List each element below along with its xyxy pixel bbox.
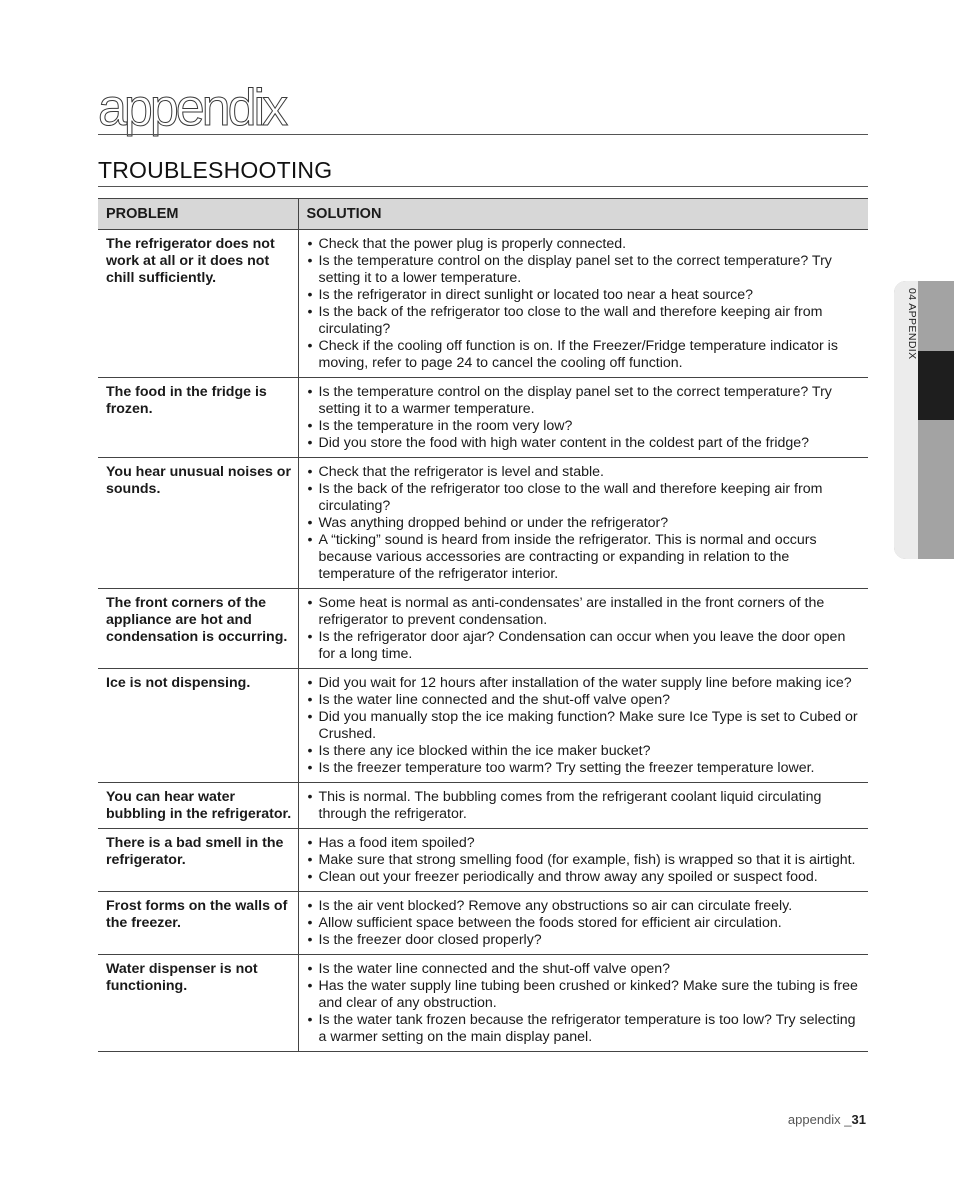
- chapter-side-label: 04 APPENDIX: [906, 288, 918, 360]
- problem-cell: The food in the fridge is frozen.: [98, 378, 298, 458]
- solution-column-header: SOLUTION: [298, 199, 868, 230]
- solution-item: • Is the temperature control on the display panel set to the correct temperature? Try setting it to a lower temperature.: [308, 253, 865, 287]
- problem-cell: The refrigerator does not work at all or it does not chill sufficiently.: [98, 230, 298, 378]
- solution-cell: [298, 783, 868, 829]
- page-footer: [788, 1112, 866, 1127]
- solution-item: • Make sure that strong smelling food (for example, fish) is wrapped so that it is airtight.: [308, 852, 865, 869]
- table-row: [98, 783, 868, 829]
- solution-list: [308, 789, 865, 823]
- solution-item: • Allow sufficient space between the foods stored for efficient air circulation.: [308, 915, 865, 932]
- solution-item: • Is the refrigerator door ajar? Condensation can occur when you leave the door open for a long time.: [308, 629, 865, 663]
- solution-list: [308, 835, 865, 886]
- solution-item: • Check that the refrigerator is level and stable.: [308, 464, 865, 481]
- solution-cell: [298, 589, 868, 669]
- solution-item: • Was anything dropped behind or under the refrigerator?: [308, 515, 865, 532]
- problem-cell: The front corners of the appliance are hot and condensation is occurring.: [98, 589, 298, 669]
- solution-item: • Has the water supply line tubing been crushed or kinked? Make sure the tubing is free and clear of any obstruction.: [308, 978, 865, 1012]
- solution-item: • Did you manually stop the ice making function? Make sure Ice Type is set to Cubed or Crushed.: [308, 709, 865, 743]
- table-row: [98, 669, 868, 783]
- solution-item: • Is the back of the refrigerator too close to the wall and therefore keeping air from circulating?: [308, 481, 865, 515]
- solution-item: • Check if the cooling off function is on. If the Freezer/Fridge temperature indicator is moving, refer to page 24 to cancel the cooling off function.: [308, 338, 865, 372]
- solution-item: • Is the freezer door closed properly?: [308, 932, 865, 949]
- solution-cell: [298, 458, 868, 589]
- troubleshooting-table-body: [98, 230, 868, 1052]
- solution-item: • Some heat is normal as anti-condensates’ are installed in the front corners of the refrigerator to prevent condensation.: [308, 595, 865, 629]
- solution-list: [308, 384, 865, 452]
- solution-item: • Clean out your freezer periodically and throw away any spoiled or suspect food.: [308, 869, 865, 886]
- solution-list: [308, 898, 865, 949]
- solution-cell: [298, 829, 868, 892]
- solution-item: • Did you wait for 12 hours after installation of the water supply line before making ice?: [308, 675, 865, 692]
- solution-cell: [298, 378, 868, 458]
- page-number: 31: [851, 1112, 866, 1127]
- solution-item: • Has a food item spoiled?: [308, 835, 865, 852]
- problem-cell: Ice is not dispensing.: [98, 669, 298, 783]
- table-row: [98, 230, 868, 378]
- solution-item: • Is the freezer temperature too warm? Try setting the freezer temperature lower.: [308, 760, 865, 777]
- footer-label: appendix _: [787, 1112, 852, 1127]
- chapter-side-tab-marker: [918, 351, 954, 420]
- solution-cell: [298, 892, 868, 955]
- problem-column-header: PROBLEM: [98, 199, 298, 230]
- solution-cell: [298, 230, 868, 378]
- solution-list: [308, 961, 865, 1046]
- solution-item: • This is normal. The bubbling comes from the refrigerant coolant liquid circulating through the refrigerator.: [308, 789, 865, 823]
- table-row: [98, 955, 868, 1052]
- solution-item: • Is the refrigerator in direct sunlight or located too near a heat source?: [308, 287, 865, 304]
- problem-cell: You hear unusual noises or sounds.: [98, 458, 298, 589]
- solution-item: • Is the water tank frozen because the refrigerator temperature is too low? Try selecting a warmer setting on the main display panel.: [308, 1012, 865, 1046]
- solution-item: • Is there any ice blocked within the ice maker bucket?: [308, 743, 865, 760]
- chapter-title: appendix: [98, 79, 286, 137]
- table-row: [98, 829, 868, 892]
- solution-item: • Is the air vent blocked? Remove any obstructions so air can circulate freely.: [308, 898, 865, 915]
- solution-item: • Is the temperature in the room very low?: [308, 418, 865, 435]
- solution-list: [308, 236, 865, 372]
- solution-cell: [298, 669, 868, 783]
- problem-cell: You can hear water bubbling in the refrigerator.: [98, 783, 298, 829]
- table-row: [98, 458, 868, 589]
- problem-cell: Frost forms on the walls of the freezer.: [98, 892, 298, 955]
- table-header-row: [98, 199, 868, 230]
- table-row: [98, 589, 868, 669]
- solution-list: [308, 464, 865, 583]
- problem-cell: Water dispenser is not functioning.: [98, 955, 298, 1052]
- solution-cell: [298, 955, 868, 1052]
- solution-item: • Is the water line connected and the shut-off valve open?: [308, 961, 865, 978]
- solution-item: • Is the temperature control on the display panel set to the correct temperature? Try setting it to a warmer temperature.: [308, 384, 865, 418]
- section-title: TROUBLESHOOTING: [98, 157, 333, 183]
- solution-list: [308, 675, 865, 777]
- solution-item: • Check that the power plug is properly connected.: [308, 236, 865, 253]
- solution-item: • Did you store the food with high water content in the coldest part of the fridge?: [308, 435, 865, 452]
- table-row: [98, 378, 868, 458]
- section-title-rule: [98, 186, 868, 187]
- table-row: [98, 892, 868, 955]
- troubleshooting-table: [98, 198, 868, 1052]
- solution-list: [308, 595, 865, 663]
- solution-item: • Is the back of the refrigerator too close to the wall and therefore keeping air from circulating?: [308, 304, 865, 338]
- solution-item: • Is the water line connected and the shut-off valve open?: [308, 692, 865, 709]
- problem-cell: There is a bad smell in the refrigerator.: [98, 829, 298, 892]
- solution-item: • A “ticking” sound is heard from inside the refrigerator. This is normal and occurs because various accessories are contracting or expanding in relation to the temperature of the refrigerator interior.: [308, 532, 865, 583]
- chapter-title-rule: [98, 134, 868, 135]
